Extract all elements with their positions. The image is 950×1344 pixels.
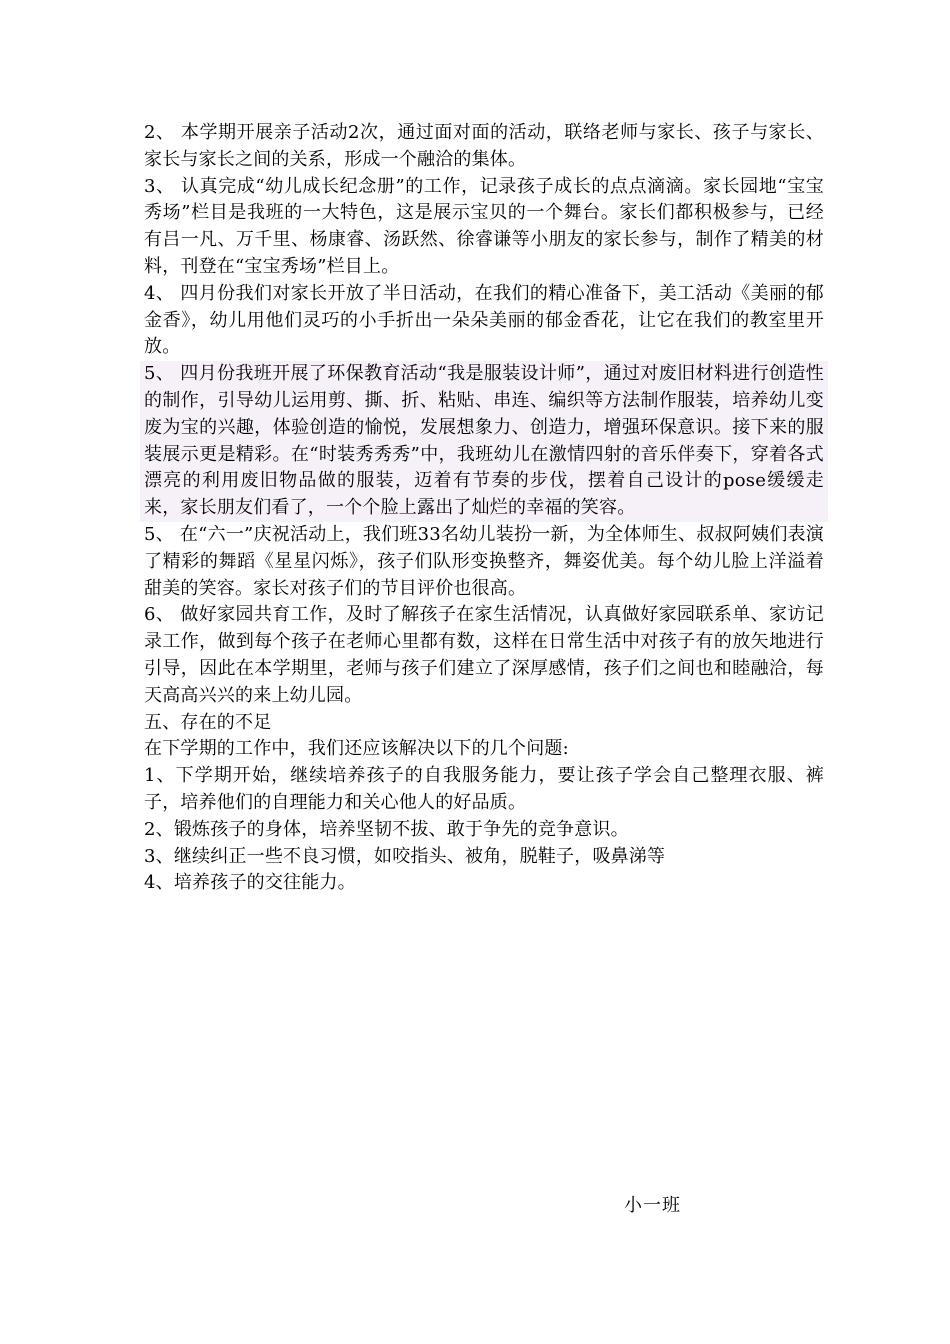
- section-heading-shortcomings: 五、存在的不足: [144, 711, 272, 733]
- paragraph-item-3: 3、 认真完成“幼儿成长纪念册”的工作，记录孩子成长的点点滴滴。家长园地“宝宝秀场”栏目是我班的一大特色，这是展示宝贝的一个舞台。家长们都积极参与，已经有吕一凡、万千里、杨康睿、汤跃然、徐睿谦等小朋友的家长参与，制作了精美的材料，刊登在“宝宝秀场”栏目上。: [144, 175, 824, 277]
- paragraph-item-4: 4、 四月份我们对家长开放了半日活动，在我们的精心准备下，美工活动《美丽的郁金香》，幼儿用他们灵巧的小手折出一朵朵美丽的郁金香花，让它在我们的教室里开放。: [144, 282, 824, 358]
- issue-item-1: 1、下学期开始，继续培养孩子的自我服务能力，要让孩子学会自己整理衣服、裤子，培养他们的自理能力和关心他人的好品质。: [144, 765, 824, 813]
- section-intro: 在下学期的工作中，我们还应该解决以下的几个问题:: [144, 738, 569, 760]
- issue-item-4: 4、培养孩子的交往能力。: [144, 872, 356, 894]
- paragraph-item-5-children-day: 5、 在“六一”庆祝活动上，我们班33名幼儿装扮一新，为全体师生、叔叔阿姨们表演了精彩的舞蹈《星星闪烁》，孩子们队形变换整齐，舞姿优美。每个幼儿脸上洋溢着甜美的笑容。家长对孩子们的节目评价也很高。: [144, 523, 824, 599]
- paragraph-item-5-highlighted: 5、 四月份我班开展了环保教育活动“我是服装设计师”，通过对废旧材料进行创造性的制作，引导幼儿运用剪、撕、折、粘贴、串连、编织等方法制作服装，培养幼儿变废为宝的兴趣，体验创造的愉悦，发展想象力、创造力，增强环保意识。接下来的服装展示更是精彩。在“时装秀秀秀”中，我班幼儿在激情四射的音乐伴奏下，穿着各式漂亮的利用废旧物品做的服装，迈着有节奏的步伐，摆着自己设计的pose缓缓走来，家长朋友们看了，一个个脸上露出了灿烂的幸福的笑容。: [140, 361, 828, 522]
- paragraph-item-6: 6、 做好家园共育工作，及时了解孩子在家生活情况，认真做好家园联系单、家访记录工作，做到每个孩子在老师心里都有数，这样在日常生活中对孩子有的放矢地进行引导，因此在本学期里，老师与孩子们建立了深厚感情，孩子们之间也和睦融洽，每天高高兴兴的来上幼儿园。: [144, 604, 824, 706]
- signature-class-name: 小一班: [624, 1195, 681, 1216]
- document-body: [144, 120, 824, 897]
- issue-item-2: 2、锻炼孩子的身体，培养坚韧不拔、敢于争先的竞争意识。: [144, 818, 629, 840]
- paragraph-item-2: 2、 本学期开展亲子活动2次，通过面对面的活动，联络老师与家长、孩子与家长、家长与家长之间的关系，形成一个融洽的集体。: [144, 122, 824, 170]
- issue-item-3: 3、继续纠正一些不良习惯，如咬指头、被角，脱鞋子，吸鼻涕等: [144, 845, 666, 867]
